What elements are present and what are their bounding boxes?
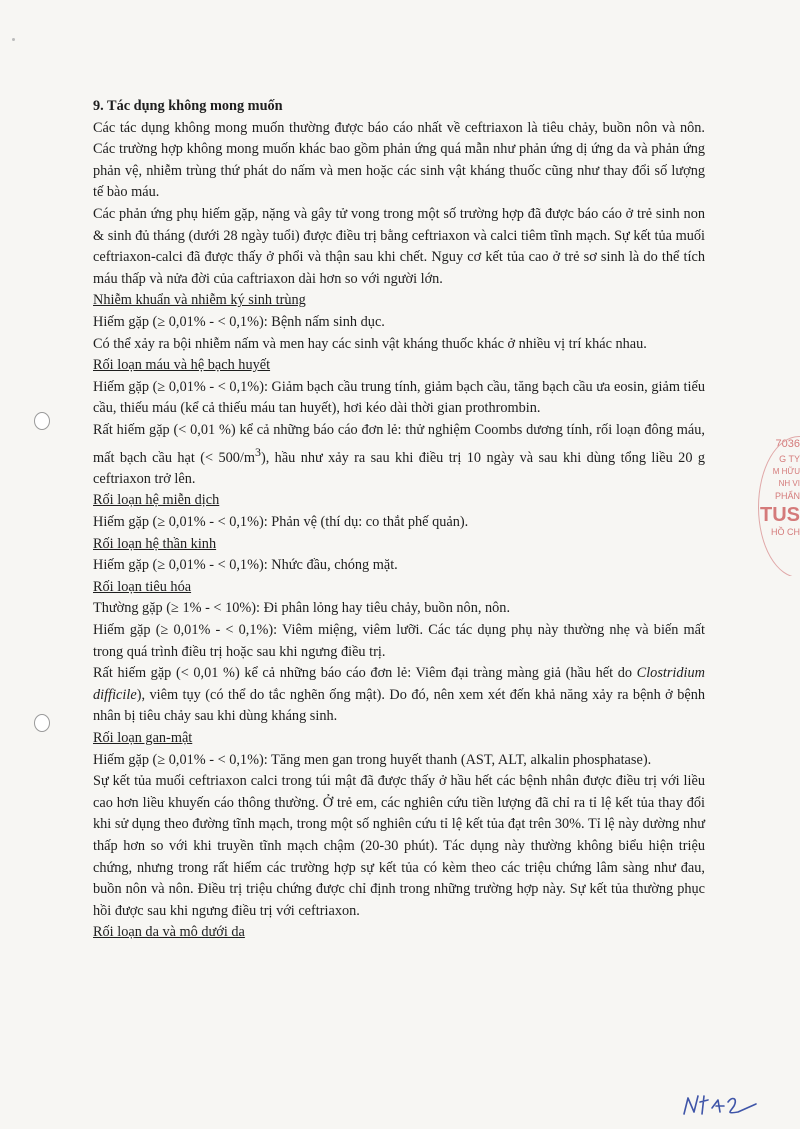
blood-paragraph-2 (93, 420, 705, 491)
punch-hole-top (34, 412, 50, 430)
gi-p3-italic: Clostridium difficile (93, 665, 705, 703)
subheading-skin: Rối loạn da và mô dưới da (93, 924, 245, 941)
blood-p2-text: Rất hiếm gặp (< 0,01 %) kể cả những báo cáo đơn lẻ: thử nghiệm Coombs dương tính, rối loạn đông máu, mất bạch cầu hạt (< 500/m (93, 421, 705, 466)
gi-paragraph-1: Thường gặp (≥ 1% - < 10%): Đi phân lỏng hay tiêu chảy, buồn nôn, nôn. (93, 600, 511, 617)
company-stamp (748, 436, 800, 576)
blood-paragraph-1: Hiếm gặp (≥ 0,01% - < 0,1%): Giảm bạch cầu trung tính, giảm bạch cầu, tăng bạch cầu ưa eosin, giảm tiểu cầu, thiếu máu (kể cả thiếu máu tan huyết), hơi kéo dài thời gian prothrombin. (93, 378, 705, 417)
liver-paragraph-1: Hiếm gặp (≥ 0,01% - < 0,1%): Tăng men gan trong huyết thanh (AST, ALT, alkalin phosphatase). (93, 751, 652, 768)
gi-paragraph-3 (93, 663, 705, 728)
gi-p3-text-end: ), viêm tụy (có thể do tắc nghẽn ống mật). Do đó, nên xem xét đến khả năng xảy ra bệnh ở bệnh nhân bị tiêu chảy sau khi dùng kháng sinh. (93, 686, 705, 725)
stamp-line: NH VI (778, 479, 800, 488)
section-heading: 9. Tác dụng không mong muốn (93, 98, 283, 114)
document-body (93, 96, 705, 944)
subheading-blood: Rối loạn máu và hệ bạch huyết (93, 357, 271, 374)
scan-speck (12, 38, 15, 41)
stamp-line: G TY (779, 453, 800, 464)
stamp-line: HỒ CH (771, 526, 800, 537)
punch-hole-bottom (34, 714, 50, 732)
subheading-liver: Rối loạn gan-mật (93, 729, 193, 746)
infection-paragraph-2: Có thể xảy ra bội nhiễm nấm và men hay các sinh vật kháng thuốc khác ở nhiều vị trí khác nhau. (93, 335, 647, 352)
intro-paragraph-2: Các phản ứng phụ hiếm gặp, nặng và gây tử vong trong một số trường hợp đã được báo cáo ở trẻ sinh non & sinh đủ tháng (dưới 28 ngày tuổi) được điều trị bằng ceftriaxon và calci tiêm tĩnh mạch. Sự kết tủa muối ceftriaxon-calci đã được thấy ở phổi và thận sau khi chết. Nguy cơ kết tủa cao ở trẻ sơ sinh là do thể tích máu thấp và nửa đời của caftriaxon dài hơn so với người lớn. (93, 205, 705, 287)
blood-p2-text-end: ), hầu như xảy ra sau khi điều trị 10 ngày và sau khi dùng tổng liều 20 g ceftriaxon trở lên. (93, 449, 706, 487)
stamp-line: PHẨN (774, 491, 800, 501)
handwritten-signature (680, 1088, 760, 1125)
liver-paragraph-2: Sự kết tủa muối ceftriaxon calci trong túi mật đã được thấy ở hầu hết các bệnh nhân được điều trị với liều cao hơn liều khuyến cáo thông thường. Ở trẻ em, các nghiên cứu tiền lượng đã chỉ ra tỉ lệ kết tủa thay đổi khi sử dụng theo đường tĩnh mạch, trong một số nghiên cứu tỉ lệ kết tủa đạt trên 30%. Tỉ lệ này dường như thấp hơn so với khi truyền tĩnh mạch chậm (20-30 phút). Tác dụng này thường không biểu hiện triệu chứng, nhưng trong rất hiếm các trường hợp sự kết tủa có kèm theo các triệu chứng lâm sàng như đau, buồn nôn và nôn. Điều trị triệu chứng được chỉ định trong những trường hợp này. Sự kết tủa thường phục hồi được sau khi ngưng điều trị với ceftriaxon. (93, 773, 705, 919)
subheading-gi: Rối loạn tiêu hóa (93, 578, 192, 595)
gi-paragraph-2: Hiếm gặp (≥ 0,01% - < 0,1%): Viêm miệng, viêm lưỡi. Các tác dụng phụ này thường nhẹ và biến mất trong quá trình điều trị hoặc sau khi ngưng điều trị. (93, 622, 705, 660)
subheading-nervous: Rối loạn hệ thần kinh (93, 535, 217, 552)
signature-drawing (680, 1088, 760, 1120)
stamp-line: 7036 (775, 438, 800, 450)
blood-p2-superscript: 3 (255, 444, 261, 459)
infection-paragraph-1: Hiếm gặp (≥ 0,01% - < 0,1%): Bệnh nấm sinh dục. (93, 313, 385, 330)
subheading-infection: Nhiễm khuẩn và nhiễm ký sinh trùng (93, 292, 306, 309)
stamp-line: TUS (760, 503, 800, 526)
gi-p3-text: Rất hiếm gặp (< 0,01 %) kể cả những báo cáo đơn lẻ: Viêm đại tràng màng giả (hầu hết do (93, 665, 637, 682)
stamp-line: M HỮU (772, 467, 800, 476)
subheading-immune: Rối loạn hệ miễn dịch (93, 492, 220, 509)
immune-paragraph-1: Hiếm gặp (≥ 0,01% - < 0,1%): Phản vệ (thí dụ: co thắt phế quản). (93, 514, 469, 531)
intro-paragraph-1: Các tác dụng không mong muốn thường được báo cáo nhất về ceftriaxon là tiêu chảy, buồn nôn và nôn. Các trường hợp không mong muốn khác bao gồm phản ứng quá mẫn như phản ứng dị ứng da và phản ứng phản vệ, nhiễm trùng thứ phát do nấm và men hoặc các sinh vật kháng thuốc cũng như thay đổi số lượng tế bào máu. (93, 119, 705, 201)
nervous-paragraph-1: Hiếm gặp (≥ 0,01% - < 0,1%): Nhức đầu, chóng mặt. (93, 557, 398, 574)
